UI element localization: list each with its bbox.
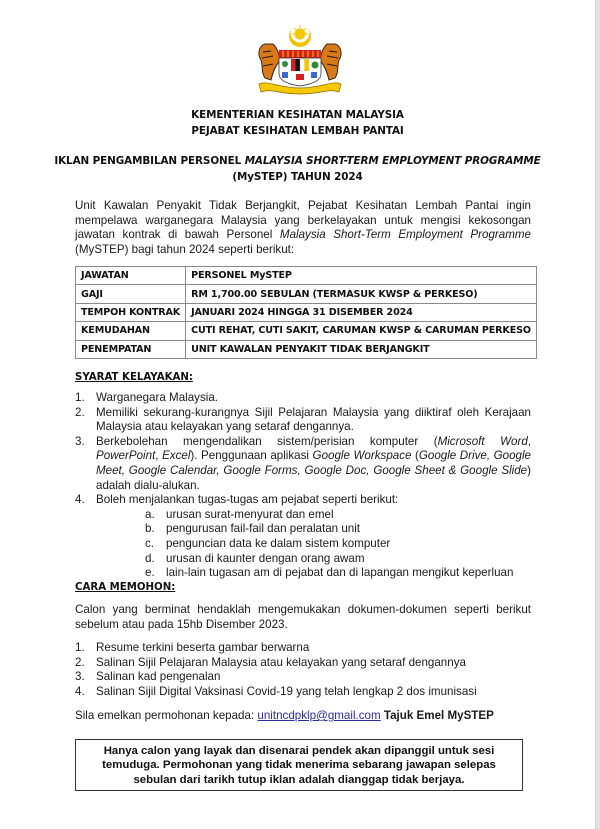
email-instruction <box>75 709 494 722</box>
item-letter: c. <box>145 536 155 550</box>
item-italic: Excel <box>162 449 191 463</box>
item-number: 3. <box>75 670 85 684</box>
row-key: GAJI <box>76 285 186 303</box>
item-text: penguncian data ke dalam sistem komputer <box>166 536 391 550</box>
duties-sublist <box>145 508 531 581</box>
row-value: JANUARI 2024 HINGGA 31 DISEMBER 2024 <box>186 303 537 321</box>
item-text: ( <box>411 449 419 463</box>
right-edge-strip <box>595 0 600 829</box>
item-letter: b. <box>145 522 155 536</box>
row-value: UNIT KAWALAN PENYAKIT TIDAK BERJANGKIT <box>186 340 537 358</box>
row-value: RM 1,700.00 SEBULAN (TERMASUK KWSP & PERKESO) <box>186 285 537 303</box>
item-italic: Google Workspace <box>312 449 412 463</box>
item-text: Resume terkini beserta gambar berwarna <box>96 641 310 654</box>
item-text: Salinan Sijil Pelajaran Malaysia atau kelayakan yang setaraf dengannya <box>96 655 466 669</box>
how-to-apply-heading: CARA MEMOHON: <box>75 582 176 593</box>
row-value: PERSONEL MySTEP <box>186 267 537 285</box>
intro-paragraph <box>75 199 531 257</box>
item-text: ) adalah dialu-alukan. <box>96 463 531 492</box>
intro-text-2: (MySTEP) bagi tahun 2024 seperti berikut: <box>75 242 295 256</box>
row-key: JAWATAN <box>76 267 186 285</box>
ad-title-line2: (MySTEP) TAHUN 2024 <box>232 171 363 183</box>
requirements-list <box>75 391 531 581</box>
office-name: PEJABAT KESIHATAN LEMBAH PANTAI <box>191 125 404 137</box>
sub-list-item <box>145 566 531 581</box>
item-number: 4. <box>75 684 85 698</box>
sub-list-item <box>145 552 531 567</box>
row-key: PENEMPATAN <box>76 340 186 358</box>
item-text: , <box>527 434 532 448</box>
sub-list-item <box>145 508 531 523</box>
item-text: Boleh menjalankan tugas-tugas am pejabat seperti berikut: <box>96 493 399 507</box>
list-item <box>75 406 531 435</box>
list-item <box>75 656 531 671</box>
item-number: 2. <box>75 405 85 419</box>
item-text: Warganegara Malaysia. <box>96 391 219 404</box>
row-value: CUTI REHAT, CUTI SAKIT, CARUMAN KWSP & CARUMAN PERKESO <box>186 322 537 340</box>
list-item <box>75 670 531 685</box>
table-row <box>76 340 537 358</box>
item-number: 3. <box>75 434 85 448</box>
row-key: TEMPOH KONTRAK <box>76 303 186 321</box>
ad-title-italic: MALAYSIA SHORT-TERM EMPLOYMENT PROGRAMME <box>244 155 541 167</box>
item-number: 1. <box>75 391 85 404</box>
email-link[interactable]: unitncdpklp@gmail.com <box>257 709 381 722</box>
job-info-table <box>75 266 537 359</box>
item-text: Salinan kad pengenalan <box>96 670 221 684</box>
item-text: ). Penggunaan aplikasi <box>190 449 313 463</box>
item-letter: d. <box>145 551 155 565</box>
apply-intro-paragraph: Calon yang berminat hendaklah mengemukakan dokumen-dokumen seperti berikut sebelum atau pada 15hb Disember 2023. <box>75 603 531 631</box>
list-item <box>75 641 531 656</box>
item-italic: PowerPoint <box>96 449 156 463</box>
list-item <box>75 391 531 406</box>
email-prefix: Sila emelkan permohonan kepada: <box>75 709 258 722</box>
table-row <box>76 267 537 285</box>
item-number: 4. <box>75 493 85 507</box>
item-number: 2. <box>75 655 85 669</box>
sub-list-item <box>145 522 531 537</box>
table-row <box>76 322 537 340</box>
intro-text-1: Unit Kawalan Penyakit Tidak Berjangkit, Pejabat Kesihatan Lembah Pantai ingin mempelawa warganegara Malaysia yang berkelayakan untuk mengisi kekosongan jawatan kontrak di bawah Personel <box>75 199 531 242</box>
item-text: urusan surat-menyurat dan emel <box>166 507 334 521</box>
item-text: pengurusan fail-fail dan peralatan unit <box>166 522 361 536</box>
notice-box: Hanya calon yang layak dan disenarai pendek akan dipanggil untuk sesi temuduga. Permohonan yang tidak menerima sebarang jawapan selepas sebulan dari tarikh tutup iklan adalah dianggap tidak berjaya. <box>75 739 523 791</box>
documents-list <box>75 641 531 699</box>
item-text: urusan di kaunter dengan orang awam <box>166 551 365 565</box>
ad-title-prefix: IKLAN PENGAMBILAN PERSONEL <box>54 155 245 167</box>
list-item <box>75 435 531 493</box>
table-row <box>76 303 537 321</box>
item-italic: Google Drive, Google Meet, Google Calendar, Google Forms, Google Doc, Google Sheet & Google Slide <box>96 449 531 477</box>
intro-text-italic: Malaysia Short-Term Employment Programme <box>279 228 531 242</box>
item-number: 1. <box>75 641 85 654</box>
item-italic: Microsoft Word <box>437 434 528 448</box>
sub-list-item <box>145 537 531 552</box>
email-subject: Tajuk Emel MySTEP <box>380 709 494 722</box>
malaysia-coat-of-arms-icon <box>251 22 349 96</box>
ad-title <box>0 155 595 167</box>
item-text: lain-lain tugasan am di pejabat dan di lapangan mengikut keperluan <box>166 566 514 580</box>
item-text: Salinan Sijil Digital Vaksinasi Covid-19 yang telah lengkap 2 dos imunisasi <box>96 684 477 698</box>
row-key: KEMUDAHAN <box>76 322 186 340</box>
item-letter: e. <box>145 566 155 580</box>
item-text: , <box>155 449 163 463</box>
item-text: Berkebolehan mengendalikan sistem/perisian komputer ( <box>96 434 438 448</box>
item-letter: a. <box>145 507 155 521</box>
list-item <box>75 685 531 700</box>
list-item <box>75 493 531 581</box>
ministry-name: KEMENTERIAN KESIHATAN MALAYSIA <box>191 109 404 121</box>
table-row <box>76 285 537 303</box>
item-text: Memiliki sekurang-kurangnya Sijil Pelajaran Malaysia yang diiktiraf oleh Kerajaan Malaysia atau kelayakan yang setaraf dengannya. <box>96 405 531 434</box>
requirements-heading: SYARAT KELAYAKAN: <box>75 372 193 383</box>
